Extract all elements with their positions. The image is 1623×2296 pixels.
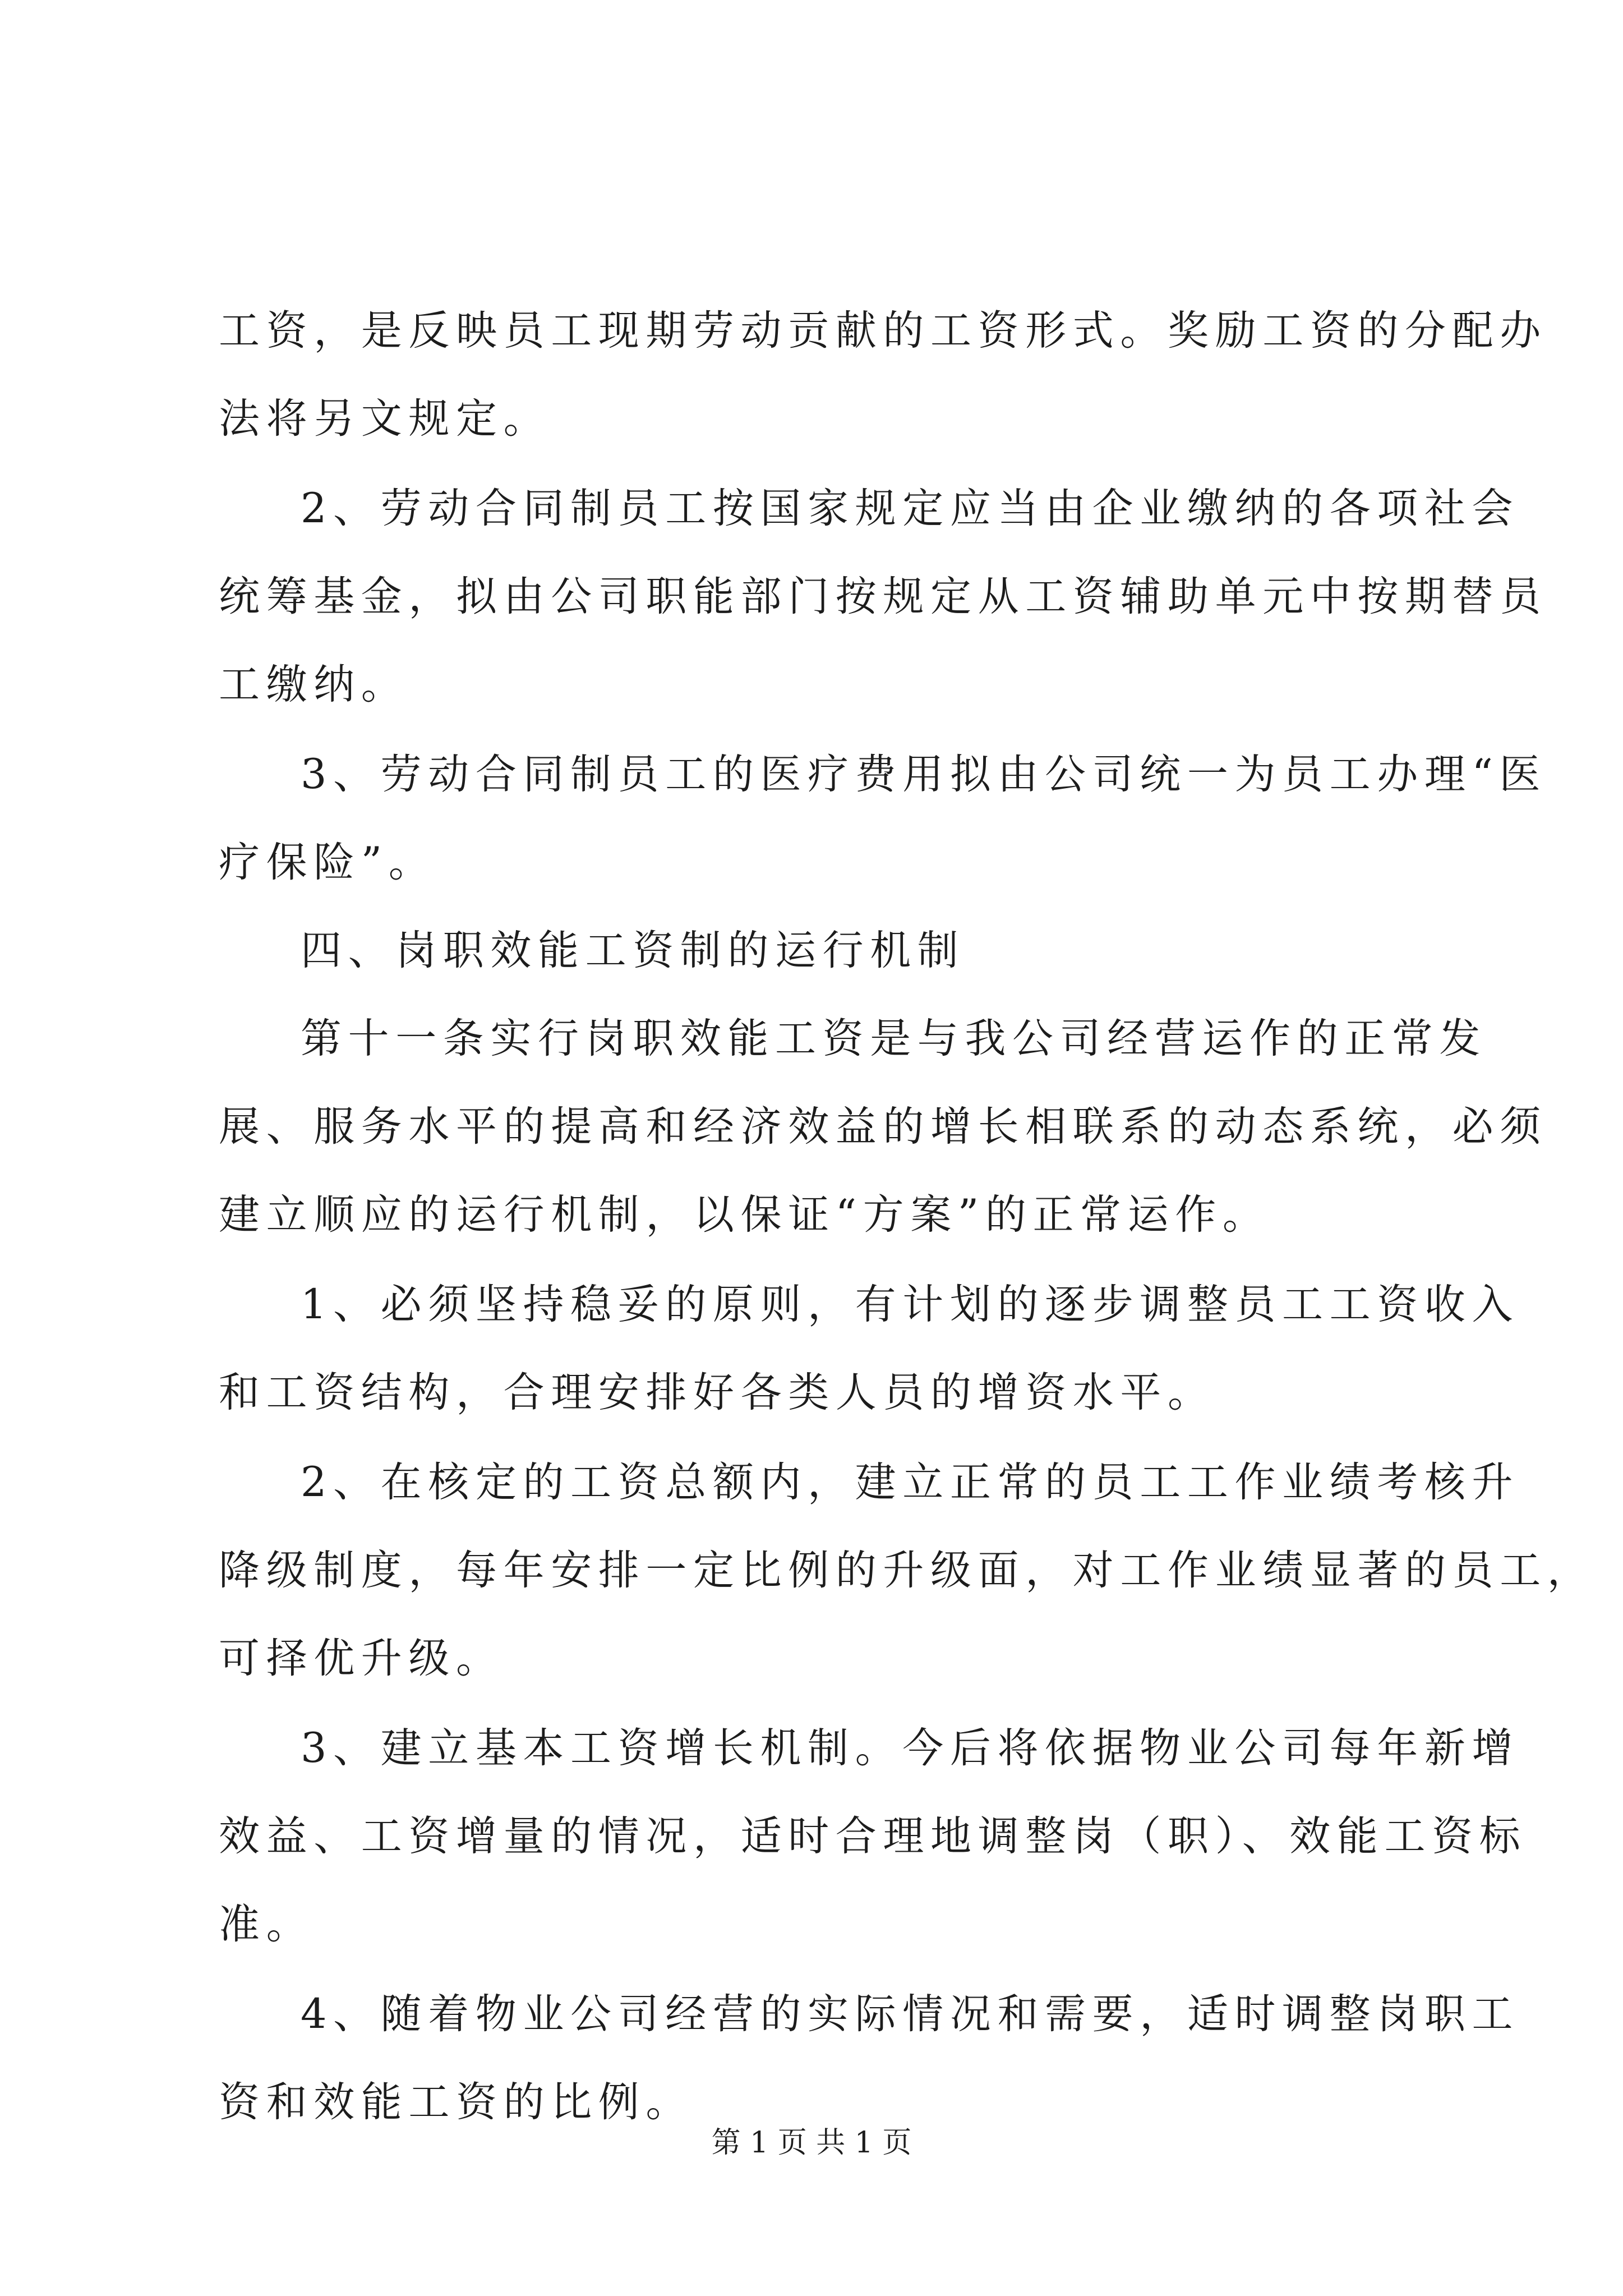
text-line: 准。 [219,1901,314,1948]
text-line: 2、劳动合同制员工按国家规定应当由企业缴纳的各项社会 [301,485,1520,532]
section-heading: 四、岗职效能工资制的运行机制 [301,927,965,974]
text-line: 降级制度，每年安排一定比例的升级面，对工作业绩显著的员工， [219,1547,1595,1594]
text-line: 展、服务水平的提高和经济效益的增长相联系的动态系统，必须 [219,1103,1547,1151]
text-line: 和工资结构，合理安排好各类人员的增资水平。 [219,1369,1215,1416]
text-line: 可择优升级。 [219,1635,504,1682]
text-line: 1、必须坚持稳妥的原则，有计划的逐步调整员工工资收入 [301,1281,1520,1328]
text-line: 效益、工资增量的情况，适时合理地调整岗（职）、效能工资标 [219,1812,1527,1860]
text-line: 第十一条实行岗职效能工资是与我公司经营运作的正常发 [301,1015,1487,1062]
text-line: 统筹基金，拟由公司职能部门按规定从工资辅助单元中按期替员 [219,573,1547,620]
text-line: 建立顺应的运行机制，以保证“方案”的正常运作。 [219,1191,1270,1239]
text-line: 资和效能工资的比例。 [219,2078,693,2126]
text-line: 工缴纳。 [219,661,409,708]
text-line: 2、在核定的工资总额内，建立正常的员工工作业绩考核升 [301,1458,1520,1506]
text-line: 法将另文规定。 [219,395,551,443]
page-footer: 第 1 页 共 1 页 [711,2126,912,2160]
text-line: 3、建立基本工资增长机制。今后将依据物业公司每年新增 [301,1724,1520,1772]
text-line: 工资，是反映员工现期劳动贡献的工资形式。奖励工资的分配办 [219,307,1547,355]
text-line: 3、劳动合同制员工的医疗费用拟由公司统一为员工办理“医 [301,751,1547,798]
text-line: 4、随着物业公司经营的实际情况和需要，适时调整岗职工 [301,1990,1520,2038]
text-line: 疗保险”。 [219,839,436,886]
